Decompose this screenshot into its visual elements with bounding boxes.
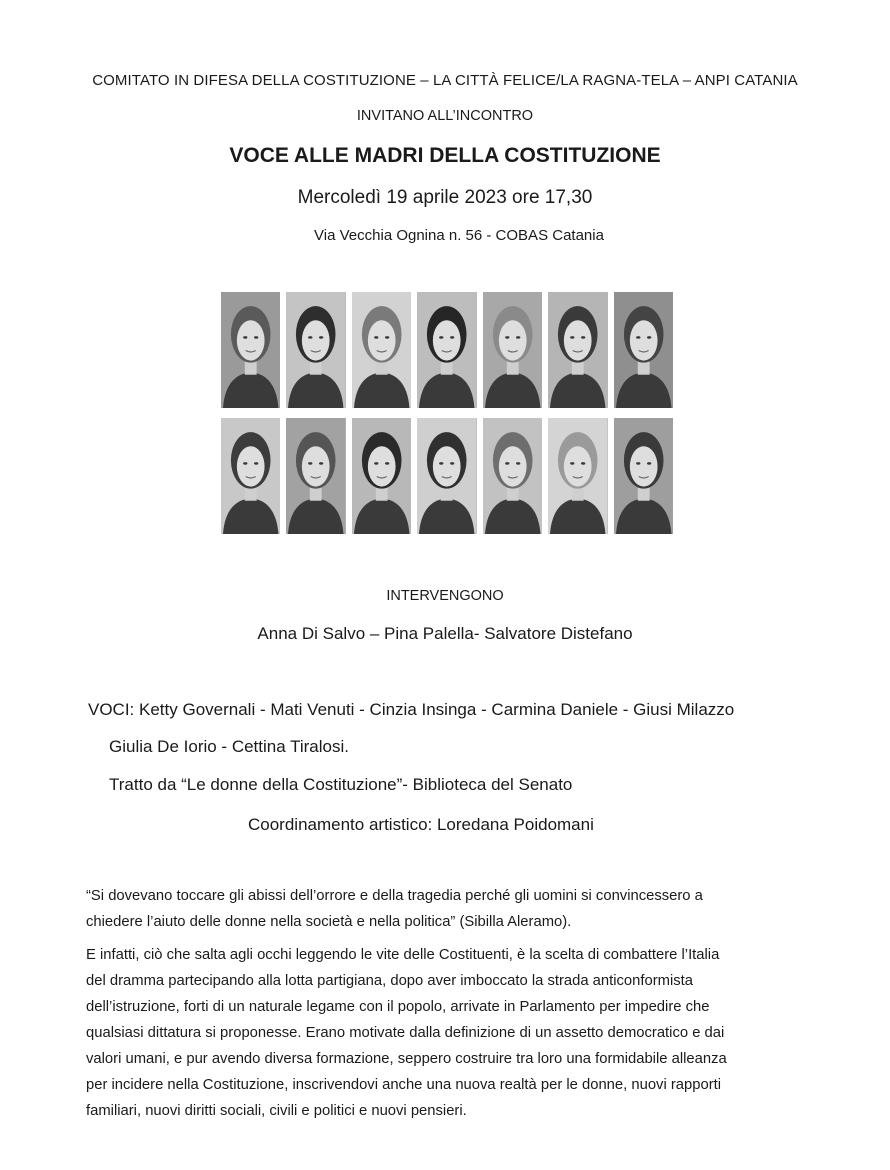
quote-line: chiedere l’aiuto delle donne nella società e nella politica” (Sibilla Aleramo). (86, 914, 572, 930)
body-line: per incidere nella Costituzione, inscrivendovi anche una nuova realtà per le donne, nuovi rapporti (86, 1077, 722, 1093)
coordination-line: Coordinamento artistico: Loredana Poidomani (248, 815, 594, 834)
body-paragraph (86, 942, 806, 1124)
body-line: del dramma partecipando alla lotta partigiana, dopo aver imboccato la strada anticonformista (86, 973, 694, 989)
organizers-line: COMITATO IN DIFESA DELLA COSTITUZIONE – LA CITTÀ FELICE/LA RAGNA-TELA – ANPI CATANIA (92, 72, 798, 89)
portrait-photo (221, 292, 280, 408)
event-title: VOCE ALLE MADRI DELLA COSTITUZIONE (229, 144, 661, 167)
source-line: Tratto da “Le donne della Costituzione”- Biblioteca del Senato (109, 775, 573, 794)
portrait-photo (483, 418, 542, 534)
quote-line: “Si dovevano toccare gli abissi dell’orrore e della tragedia perché gli uomini si convincessero a (86, 888, 703, 904)
portrait-photo (352, 292, 411, 408)
portrait-photo (417, 292, 476, 408)
portrait-photo (483, 292, 542, 408)
portrait-photo (286, 292, 345, 408)
voices-line-1: VOCI: Ketty Governali - Mati Venuti - Cinzia Insinga - Carmina Daniele - Giusi Milazzo (88, 700, 735, 719)
body-line: E infatti, ciò che salta agli occhi leggendo le vite delle Costituenti, è la scelta di combattere l’Italia (86, 947, 720, 963)
speakers-names: Anna Di Salvo – Pina Palella- Salvatore Distefano (257, 624, 633, 643)
voices-line-2: Giulia De Iorio - Cettina Tiralosi. (109, 737, 349, 756)
portrait-photo (548, 292, 607, 408)
event-datetime: Mercoledì 19 aprile 2023 ore 17,30 (297, 187, 593, 208)
body-line: qualsiasi dittatura si proponesse. Erano motivate dalla definizione di un assetto democratico e dai (86, 1025, 725, 1041)
portrait-photo (417, 418, 476, 534)
portrait-photo (614, 418, 673, 534)
body-line: familiari, nuovi diritti sociali, civili e politici e nuovi pensieri. (86, 1103, 467, 1119)
quote-paragraph (86, 883, 806, 935)
portrait-photo (286, 418, 345, 534)
body-line: valori umani, e pur avendo diversa formazione, seppero costruire tra loro una formidabile alleanza (86, 1051, 727, 1067)
portrait-photo (221, 418, 280, 534)
portrait-photo (548, 418, 607, 534)
portraits-grid (221, 292, 673, 534)
body-line: dell’istruzione, forti di un naturale legame con il popolo, arrivate in Parlamento per impedire che (86, 999, 710, 1015)
invite-line: INVITANO ALL’INCONTRO (356, 108, 534, 124)
event-address: Via Vecchia Ognina n. 56 - COBAS Catania (314, 227, 604, 244)
speakers-heading: INTERVENGONO (386, 588, 504, 604)
portrait-photo (614, 292, 673, 408)
portrait-photo (352, 418, 411, 534)
